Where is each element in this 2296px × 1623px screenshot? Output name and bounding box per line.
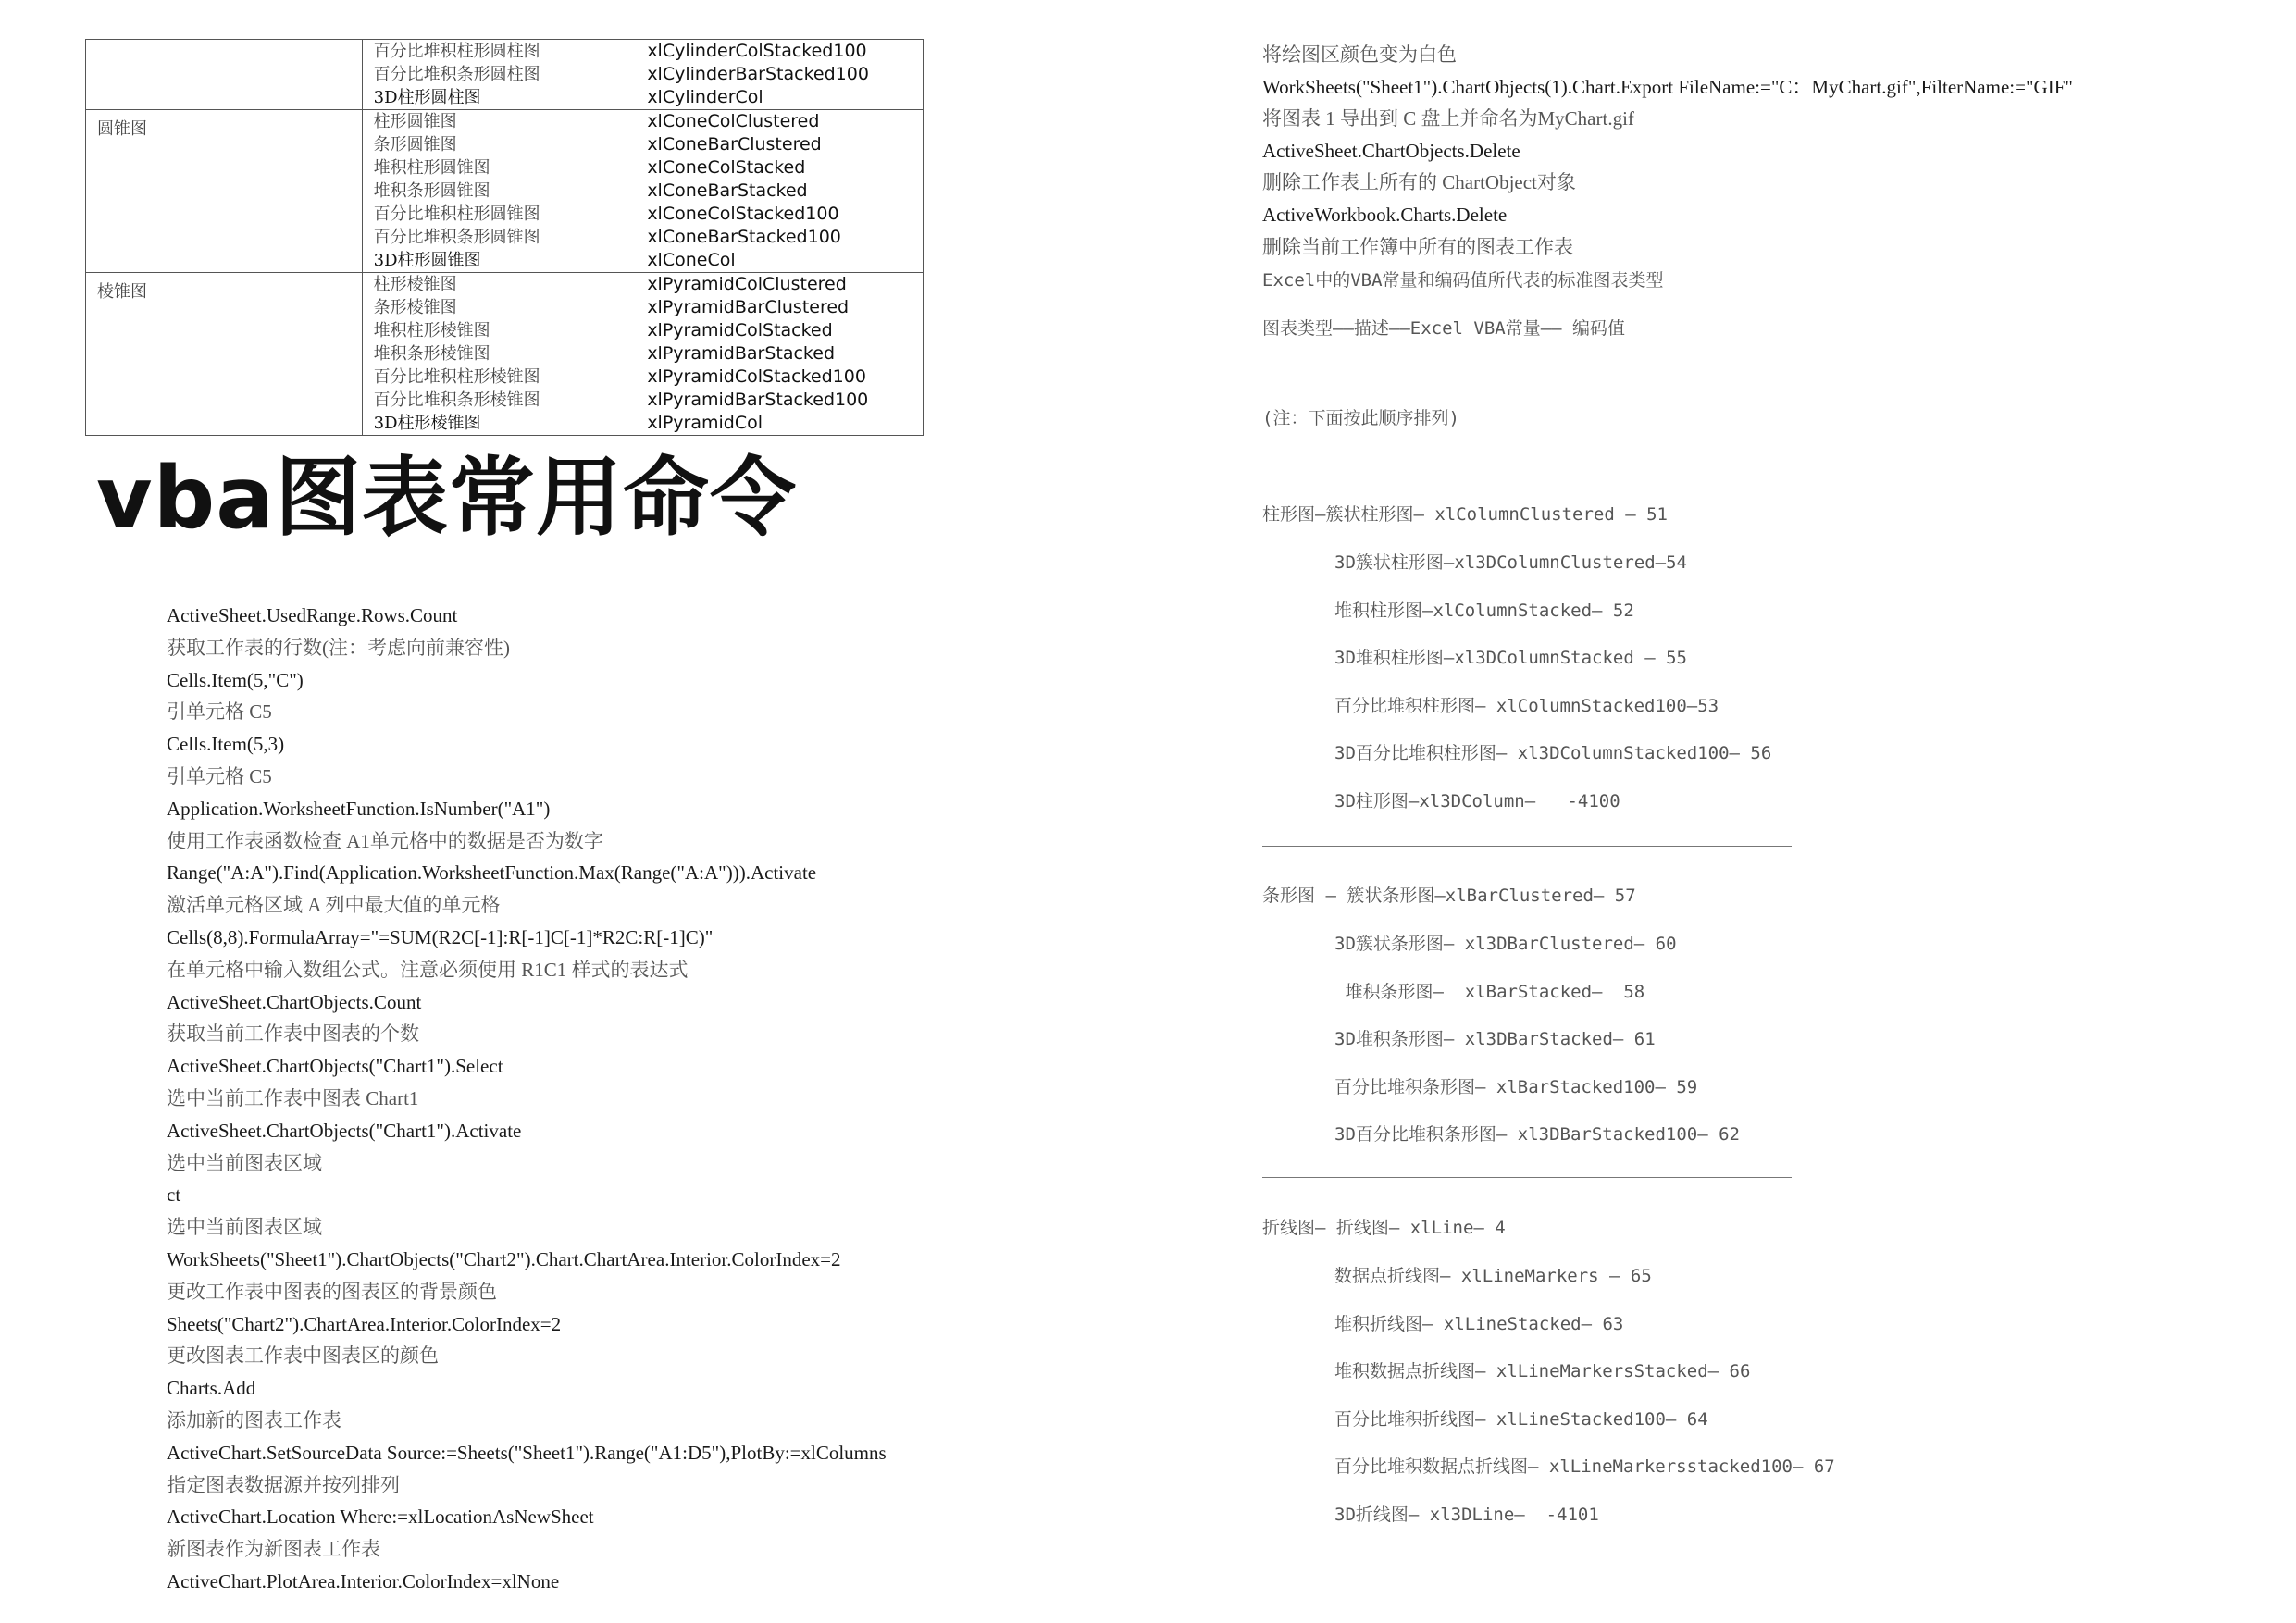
chart-type-item: 3D柱形图—xl3DColumn— -4100 [1334,790,1620,812]
vba-constant: xlPyramidColStacked100 [647,366,866,387]
chart-description: 柱形圆锥图 [373,112,457,131]
description-line: 指定图表数据源并按列排列 [167,1473,400,1496]
code-line: WorkSheets("Sheet1").ChartObjects(1).Chart.Export FileName:="C：MyChart.gif",FilterName:="GIF" [1262,75,2073,98]
code-line: ActiveSheet.ChartObjects.Delete [1262,139,1520,162]
description-line: 使用工作表函数检查 A1单元格中的数据是否为数字 [167,829,603,852]
vba-constant: xlPyramidColStacked [647,320,833,341]
vba-constant: xlPyramidBarStacked [647,343,836,364]
chart-type-table [85,39,924,436]
table-const-cell [639,40,924,110]
code-line: Sheets("Chart2").ChartArea.Interior.ColorIndex=2 [167,1312,562,1335]
chart-type-item: 堆积折线图— xlLineStacked— 63 [1334,1313,1624,1334]
chart-type-item: 3D百分比堆积柱形图— xl3DColumnStacked100— 56 [1334,743,1772,763]
chart-description: 柱形棱锥图 [373,275,457,294]
code-line: ActiveSheet.ChartObjects("Chart1").Activate [167,1119,522,1142]
code-line: ct [167,1183,181,1207]
code-line: Cells.Item(5,"C") [167,668,304,691]
chart-description: 3D柱形圆柱图 [373,88,481,107]
chart-type-item: 3D堆积条形图— xl3DBarStacked— 61 [1334,1029,1656,1049]
line-group-head: 折线图— 折线图— xlLine— 4 [1262,1218,1506,1238]
table-desc-cell [362,110,639,273]
divider [1262,1177,1792,1178]
table-const-cell [639,110,924,273]
chart-description: 堆积条形圆锥图 [373,181,490,201]
chart-type-item: 数据点折线图— xlLineMarkers — 65 [1334,1266,1652,1286]
page-title: vba图表常用命令 [96,448,797,548]
chart-type-item: 3D簇状柱形图—xl3DColumnClustered—54 [1334,552,1687,573]
description-line: 获取当前工作表中图表的个数 [167,1022,419,1046]
code-line: ActiveWorkbook.Charts.Delete [1262,203,1508,226]
description-line: 引单元格 C5 [167,764,272,787]
vba-constant: xlConeBarStacked100 [647,227,841,247]
chart-description: 百分比堆积条形棱锥图 [373,390,540,410]
description-line: 新图表作为新图表工作表 [167,1538,380,1561]
chart-type-item: 百分比堆积柱形图— xlColumnStacked100—53 [1334,695,1719,716]
table-group-cell: 圆锥图 [86,110,363,273]
chart-type-item: 堆积柱形图—xlColumnStacked— 52 [1334,600,1634,621]
code-line: ActiveChart.SetSourceData Source:=Sheets("Sheet1").Range("A1:D5"),PlotBy:=xlColumns [167,1441,887,1464]
table-desc-cell [362,40,639,110]
command-list [167,600,999,1598]
vba-constant: xlConeCol [647,250,736,270]
chart-description: 百分比堆积条形圆锥图 [373,228,540,247]
vba-constant: xlPyramidColClustered [647,274,847,294]
vba-constant: xlPyramidBarStacked100 [647,390,869,410]
chart-description: 百分比堆积柱形棱锥图 [373,367,540,387]
export-command-list [1262,39,2280,263]
column-group-head: 柱形图—簇状柱形图— xlColumnClustered — 51 [1262,504,1668,525]
table-group-cell [86,40,363,110]
description-line: 激活单元格区域 A 列中最大值的单元格 [167,894,501,917]
code-line: ActiveChart.PlotArea.Interior.ColorIndex=xlNone [167,1569,560,1592]
chart-types-intro: Excel中的VBA常量和编码值所代表的标准图表类型 [1262,270,1664,291]
table-group-cell: 棱锥图 [86,273,363,436]
chart-type-item: 3D堆积柱形图—xl3DColumnStacked — 55 [1334,648,1687,668]
chart-types-note: (注：下面按此顺序排列) [1262,408,1459,428]
description-line: 删除当前工作簿中所有的图表工作表 [1262,235,1573,258]
code-line: Range("A:A").Find(Application.WorksheetFunction.Max(Range("A:A"))).Activate [167,861,817,885]
table-const-cell [639,273,924,436]
chart-description: 堆积柱形圆锥图 [373,158,490,178]
code-line: Cells.Item(5,3) [167,733,285,756]
description-line: 更改图表工作表中图表区的颜色 [167,1344,439,1368]
chart-description: 3D柱形圆锥图 [373,251,481,270]
chart-type-item: 堆积数据点折线图— xlLineMarkersStacked— 66 [1334,1361,1751,1381]
description-line: 将图表 1 导出到 C 盘上并命名为MyChart.gif [1262,107,1634,130]
vba-constant: xlConeBarStacked [647,180,808,201]
code-line: ActiveSheet.UsedRange.Rows.Count [167,604,458,626]
chart-description: 百分比堆积条形圆柱图 [373,65,540,84]
description-line: 在单元格中输入数组公式。注意必须使用 R1C1 样式的表达式 [167,958,689,981]
chart-description: 3D柱形棱锥图 [373,414,481,433]
description-line: 添加新的图表工作表 [167,1408,341,1431]
description-line: 更改工作表中图表的图表区的背景颜色 [167,1280,497,1303]
code-line: Charts.Add [167,1377,256,1400]
chart-description: 堆积条形棱锥图 [373,344,490,364]
code-line: WorkSheets("Sheet1").ChartObjects("Chart2").Chart.ChartArea.Interior.ColorIndex=2 [167,1247,841,1270]
code-line: ActiveChart.Location Where:=xlLocationAsNewSheet [167,1505,594,1529]
chart-description: 百分比堆积柱形圆柱图 [373,42,540,61]
vba-constant: xlConeColStacked100 [647,204,839,224]
chart-description: 条形棱锥图 [373,298,457,317]
chart-type-item: 百分比堆积条形图— xlBarStacked100— 59 [1334,1076,1698,1097]
vba-constant: xlCylinderBarStacked100 [647,64,869,84]
description-line: 选中当前图表区域 [167,1216,322,1239]
vba-constant: xlPyramidBarClustered [647,297,850,317]
description-line: 引单元格 C5 [167,700,272,724]
divider [1262,846,1792,847]
description-line: 删除工作表上所有的 ChartObject对象 [1262,171,1576,194]
chart-type-item: 百分比堆积折线图— xlLineStacked100— 64 [1334,1408,1708,1430]
vba-constant: xlConeColClustered [647,111,820,131]
chart-type-item: 3D百分比堆积条形图— xl3DBarStacked100— 62 [1334,1124,1740,1145]
bar-group-head: 条形图 — 簇状条形图—xlBarClustered— 57 [1262,886,1636,906]
vba-constant: xlConeBarClustered [647,134,822,155]
vba-constant: xlPyramidCol [647,413,763,433]
code-line: Application.WorksheetFunction.IsNumber("A1") [167,797,551,820]
code-line: ActiveSheet.ChartObjects.Count [167,990,422,1013]
table-desc-cell [362,273,639,436]
chart-type-item: 堆积条形图— xlBarStacked— 58 [1334,981,1645,1002]
description-line: 选中当前图表区域 [167,1151,322,1174]
description-line: 选中当前工作表中图表 Chart1 [167,1086,419,1109]
chart-type-item: 3D折线图— xl3DLine— -4101 [1334,1504,1599,1525]
table-row [86,40,924,110]
chart-description: 百分比堆积柱形圆锥图 [373,204,540,224]
vba-constant: xlCylinderCol [647,87,763,107]
chart-type-item: 3D簇状条形图— xl3DBarClustered— 60 [1334,934,1677,954]
description-line: 获取工作表的行数(注：考虑向前兼容性) [167,636,510,659]
chart-types-header: 图表类型——描述——Excel VBA常量—— 编码值 [1262,318,1626,339]
code-line: ActiveSheet.ChartObjects("Chart1").Select [167,1055,503,1078]
description-line: 将绘图区颜色变为白色 [1262,43,1457,66]
chart-description: 堆积柱形棱锥图 [373,321,490,341]
table-row [86,273,924,436]
vba-constant: xlCylinderColStacked100 [647,41,867,61]
chart-type-table-body [86,40,924,436]
chart-type-item: 百分比堆积数据点折线图— xlLineMarkersstacked100— 67 [1334,1456,1835,1477]
chart-description: 条形圆锥图 [373,135,457,155]
vba-constant: xlConeColStacked [647,157,806,178]
code-line: Cells(8,8).FormulaArray="=SUM(R2C[-1]:R[-1]C[-1]*R2C:R[-1]C)" [167,925,714,948]
table-row [86,110,924,273]
